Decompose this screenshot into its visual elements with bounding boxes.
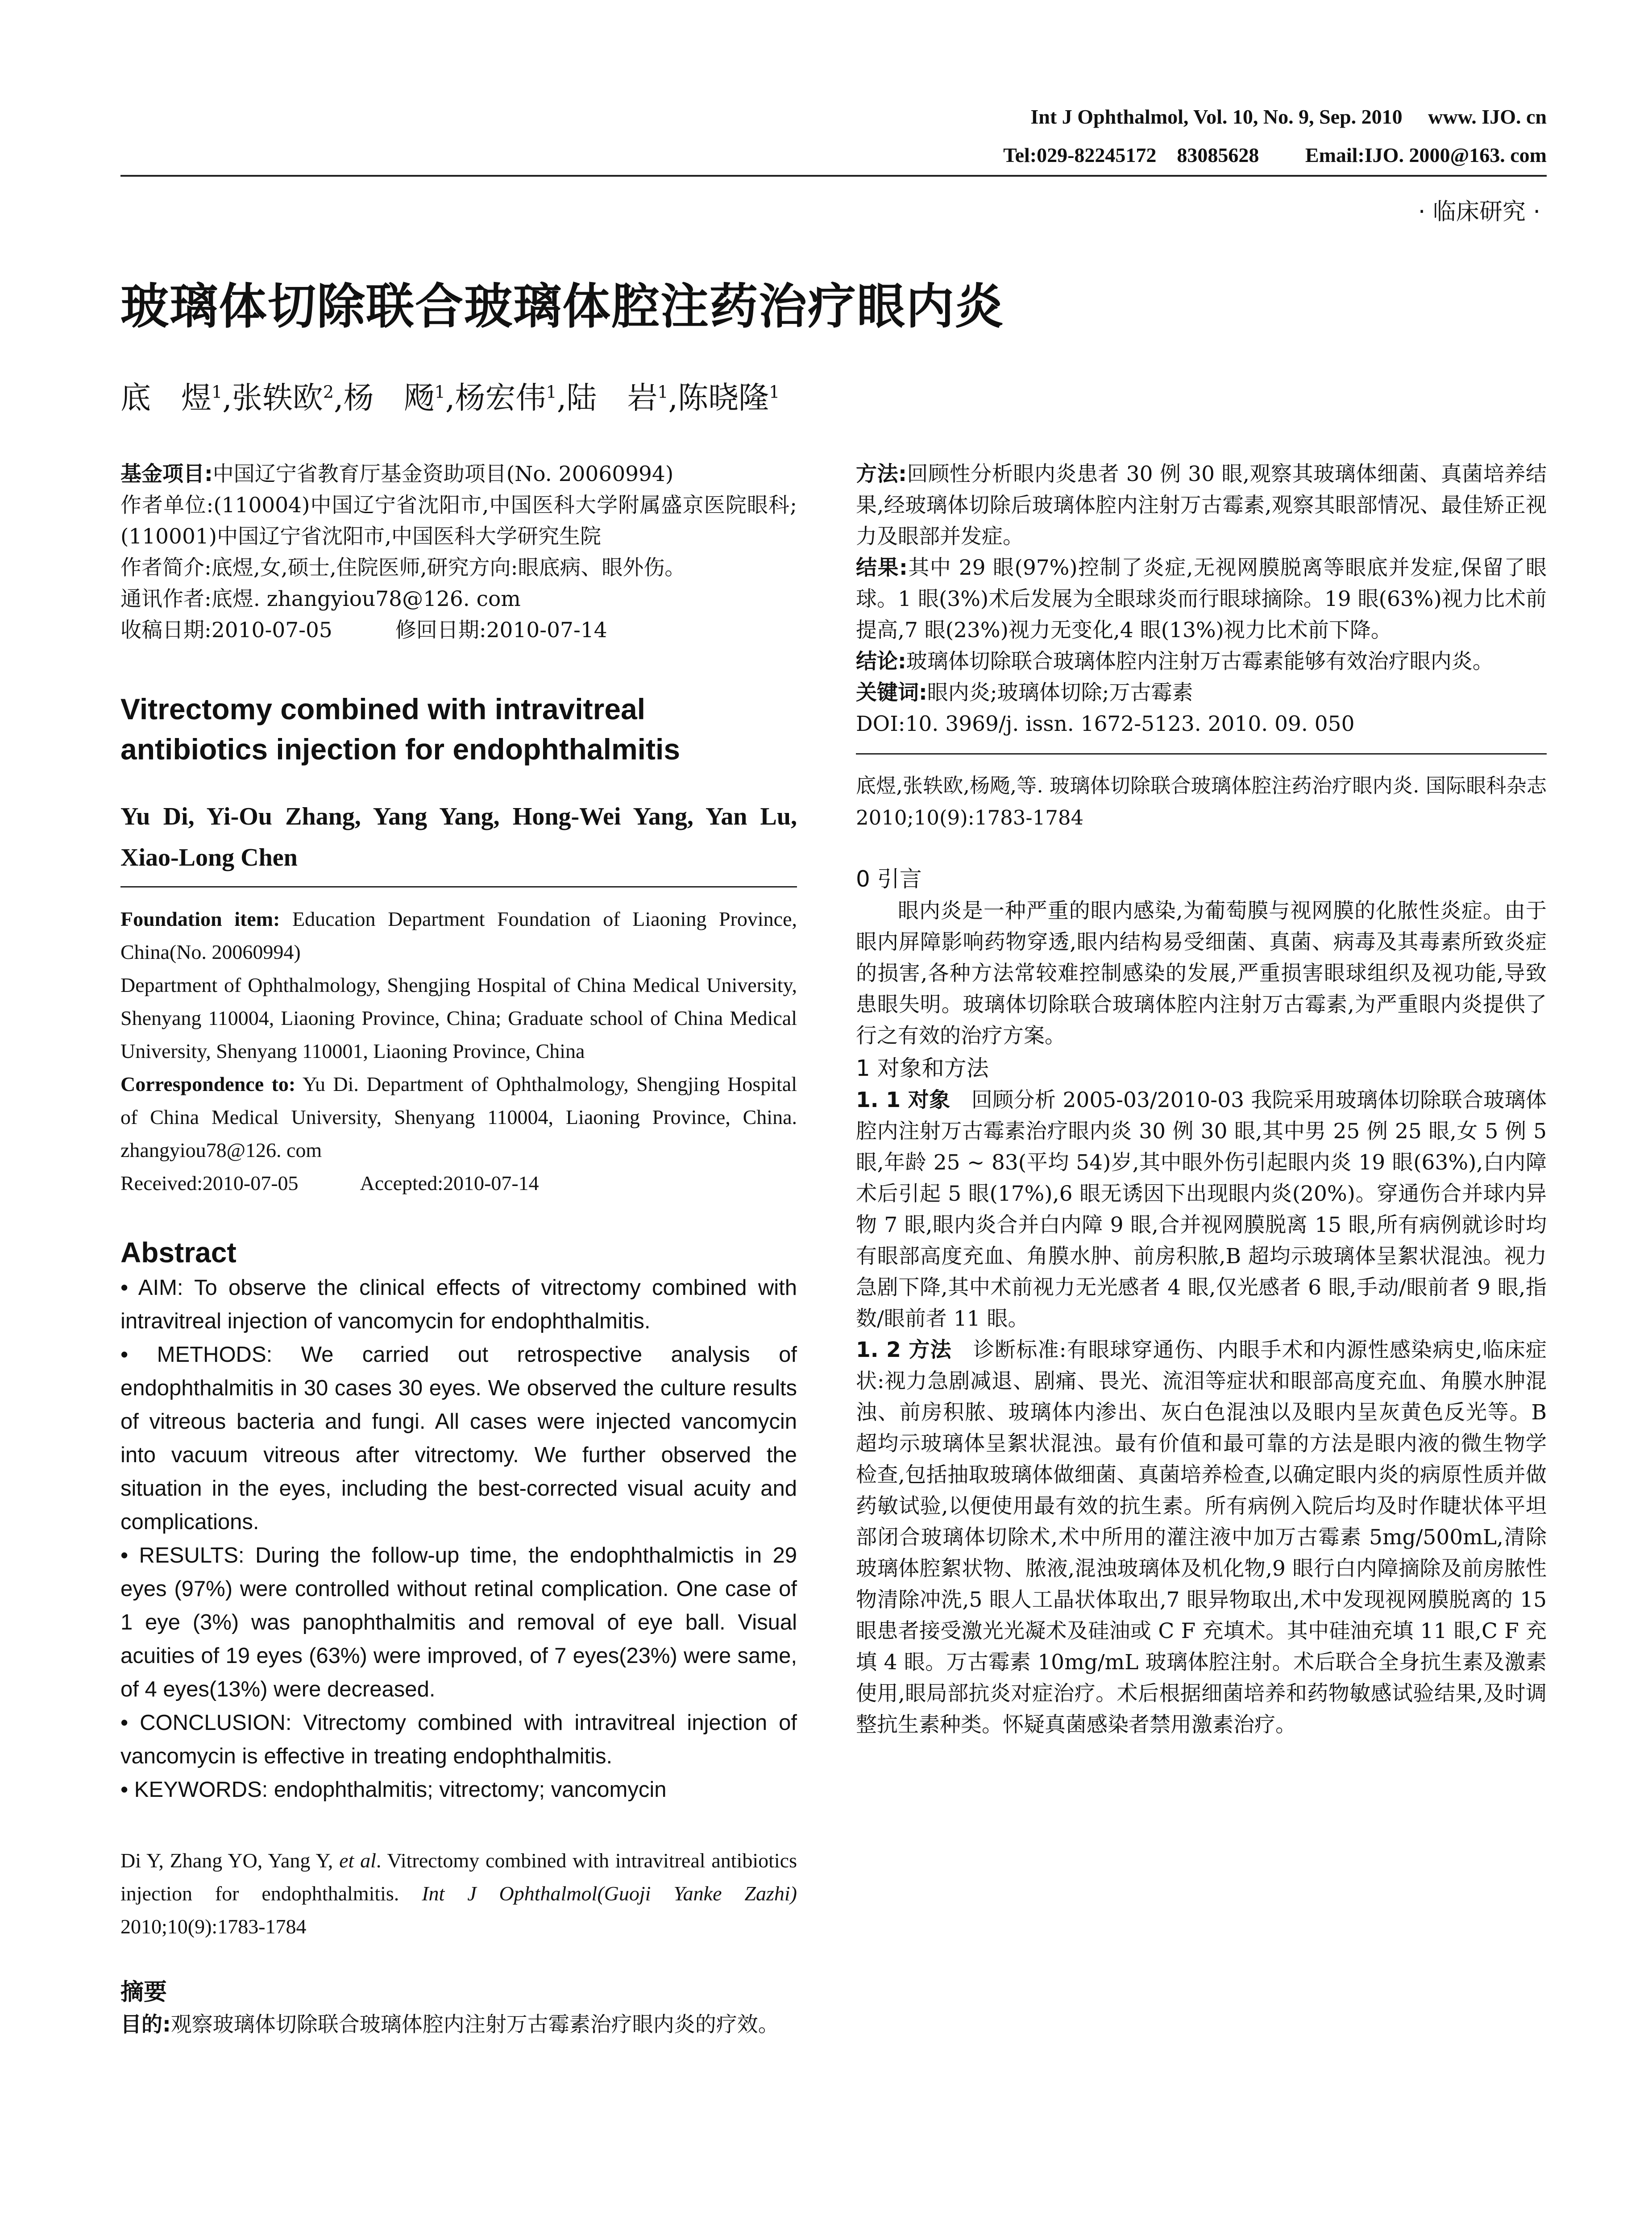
section-intro-heading: 0 引言 bbox=[856, 866, 922, 892]
doi-line: DOI:10. 3969/j. issn. 1672-5123. 2010. 09. 050 bbox=[856, 712, 1355, 736]
fund-line bbox=[120, 459, 797, 490]
right-column bbox=[856, 459, 1547, 1741]
section-methods-heading: 1 对象和方法 bbox=[856, 1055, 989, 1081]
correspondence-text: Yu Di. Department of Ophthalmology, Shengjing Hospital of China Medical University, Shenyang 110004, Liaoning Province, China. zhangyiou78@126. com bbox=[120, 1073, 797, 1161]
author-affil-mark: 1 bbox=[212, 382, 223, 402]
english-affiliation: Department of Ophthalmology, Shengjing Hospital of China Medical University, Shenyang 110004, Liaoning Province, China; Graduate school of China Medical University, Shenyang 110001, Liaoning Province, China bbox=[120, 974, 797, 1062]
abstract-conclusion: • CONCLUSION: Vitrectomy combined with intravitreal injection of vancomycin is effective in treating endophthalmitis. bbox=[120, 1711, 797, 1768]
chinese-abstract-body bbox=[856, 459, 1547, 740]
methods-text: 回顾性分析眼内炎患者 30 例 30 眼,观察其玻璃体细菌、真菌培养结果,经玻璃体切除后玻璃体腔内注射万古霉素,观察其眼部情况、最佳矫正视力及眼部并发症。 bbox=[856, 462, 1547, 549]
intro-text: 底煜,女,硕士,住院医师,研究方向:眼底病、眼外伤。 bbox=[211, 556, 686, 580]
english-title: Vitrectomy combined with intravitreal antibiotics injection for endophthalmitis bbox=[120, 693, 681, 766]
author-name: 杨 飏 bbox=[343, 381, 435, 416]
author-name: 底 煜 bbox=[120, 381, 212, 416]
fund-text: 中国辽宁省教育厅基金资助项目(No. 20060994) bbox=[212, 462, 674, 486]
author-name: 陈晓隆 bbox=[678, 381, 769, 416]
chinese-abstract-heading: 摘要 bbox=[120, 1979, 167, 2006]
zh-conclusion bbox=[856, 646, 1547, 677]
citation-journal: Int J Ophthalmol(Guoji Yanke Zazhi) bbox=[422, 1882, 797, 1905]
journal-header-line1: Int J Ophthalmol, Vol. 10, No. 9, Sep. 2010 www. IJO. cn bbox=[1030, 105, 1547, 128]
aim-label: 目的: bbox=[120, 2012, 171, 2037]
fund-label: 基金项目: bbox=[120, 462, 213, 486]
zh-keywords bbox=[856, 677, 1547, 709]
intro-paragraph: 眼内炎是一种严重的眼内感染,为葡萄膜与视网膜的化脓性炎症。由于眼内屏障影响药物穿透,眼内结构易受细菌、真菌、病毒及其毒素所致炎症的损害,各种方法常较难控制感染的发展,严重损害眼球组织及视功能,导致患眼失明。玻璃体切除联合玻璃体腔内注射万古霉素,为严重眼内炎提供了行之有效的治疗方案。 bbox=[856, 899, 1547, 1048]
english-citation bbox=[120, 1844, 797, 1943]
aim-text: 观察玻璃体切除联合玻璃体腔内注射万古霉素治疗眼内炎的疗效。 bbox=[170, 2012, 779, 2037]
citation-authors: Di Y, Zhang YO, Yang Y, bbox=[120, 1849, 340, 1872]
foundation-line bbox=[120, 903, 797, 969]
abstract-keywords: • KEYWORDS: endophthalmitis; vitrectomy; vancomycin bbox=[120, 1778, 667, 1802]
citation-volume: 2010;10(9):1783-1784 bbox=[120, 1915, 307, 1938]
subjects-label: 1. 1 对象 bbox=[856, 1088, 951, 1112]
author-affil-mark: 1 bbox=[434, 382, 445, 402]
zh-methods bbox=[856, 459, 1547, 552]
author-affil-mark: 1 bbox=[769, 382, 780, 402]
keywords-text: 眼内炎;玻璃体切除;万古霉素 bbox=[927, 680, 1193, 705]
methods-sub-text: 诊断标准:有眼球穿通伤、内眼手术和内源性感染病史,临床症状:视力急剧减退、剧痛、畏光、流泪等症状和眼部高度充血、角膜水肿混浊、前房积脓、玻璃体内渗出、灰白色混浊以及眼内呈灰黄色反光等。B 超均示玻璃体呈絮状混浊。最有价值和最可靠的方法是眼内液的微生物学检查,包括抽取玻璃体做细菌、真菌培养检查,以确定眼内炎的病原性质并做药敏试验,以便使用最有效的抗生素。所有病例入院后均及时作睫状体平坦部闭合玻璃体切除术,术中所用的灌注液中加万古霉素 5mg/500mL,清除玻璃体腔絮状物、脓液,混浊玻璃体及机化物,9 眼行白内障摘除及前房脓性物清除冲洗,5 眼人工晶状体取出,7 眼异物取出,术中发现视网膜脱离的 15 眼患者接受激光光凝术及硅油或 C F 充填术。其中硅油充填 11 眼,C F 充填 4 眼。万古霉素 10mg/mL 玻璃体腔注射。术后联合全身抗生素及激素使用,眼局部抗炎对症治疗。术后根据细菌培养和药物敏感试验结果,及时调整抗生素种类。怀疑真菌感染者禁用激素治疗。 bbox=[856, 1338, 1547, 1737]
section-tag: · 临床研究 · bbox=[1418, 199, 1540, 225]
conclusion-label: 结论: bbox=[856, 649, 906, 674]
citation-etal: et al bbox=[339, 1849, 376, 1872]
chinese-aim bbox=[120, 2009, 797, 2040]
subjects-paragraph bbox=[856, 1085, 1547, 1335]
corr-text: 底煜. zhangyiou78@126. com bbox=[211, 587, 521, 611]
abstract-aim: • AIM: To observe the clinical effects of vitrectomy combined with intravitreal injection of vancomycin for endophthalmitis. bbox=[120, 1276, 797, 1333]
corr-label: 通讯作者: bbox=[120, 587, 212, 611]
affil-line bbox=[120, 490, 797, 552]
english-front-matter bbox=[120, 903, 797, 1200]
left-column bbox=[120, 459, 797, 2040]
affil-text: (110004)中国辽宁省沈阳市,中国医科大学附属盛京医院眼科;(110001)中国辽宁省沈阳市,中国医科大学研究生院 bbox=[120, 493, 797, 549]
methods-label: 方法: bbox=[856, 462, 907, 486]
foundation-text: Education Department Foundation of Liaoning Province, China(No. 20060994) bbox=[120, 908, 797, 963]
dates-line: 收稿日期:2010-07-05 修回日期:2010-07-14 bbox=[120, 618, 607, 643]
methods-sub-label: 1. 2 方法 bbox=[856, 1338, 952, 1362]
abstract-results: • RESULTS: During the follow-up time, the endophthalmictis in 29 eyes (97%) were controlled without retinal complication. One case of 1 eye (3%) was panophthalmitis and removal of eye ball. Visual acuities of 19 eyes (63%) were improved, of 7 eyes(23%) were same, of 4 eyes(13%) were decreased. bbox=[120, 1543, 797, 1701]
abstract-body bbox=[120, 1271, 797, 1807]
zh-results bbox=[856, 552, 1547, 646]
doi-divider bbox=[856, 753, 1547, 755]
chinese-citation: 底煜,张轶欧,杨飏,等. 玻璃体切除联合玻璃体腔注药治疗眼内炎. 国际眼科杂志 2010;10(9):1783-1784 bbox=[856, 774, 1547, 829]
english-dates: Received:2010-07-05 Accepted:2010-07-14 bbox=[120, 1172, 539, 1194]
author-list: 底 煜$^1$,张轶欧$^2$,杨 飏$^1$,杨宏伟$^1$,陆 岩$^1$,陈晓隆$^1$ bbox=[120, 381, 780, 416]
keywords-label: 关键词: bbox=[856, 680, 927, 705]
affil-label: 作者单位: bbox=[120, 493, 214, 518]
journal-header-line2: Tel:029-82245172 83085628 Email:IJO. 2000@163. com bbox=[1003, 144, 1547, 166]
correspondence-label: Correspondence to: bbox=[120, 1073, 296, 1095]
conclusion-text: 玻璃体切除联合玻璃体腔内注射万古霉素能够有效治疗眼内炎。 bbox=[906, 649, 1494, 674]
author-name: 杨宏伟 bbox=[455, 381, 546, 416]
results-label: 结果: bbox=[856, 556, 908, 580]
correspondence-line bbox=[120, 1068, 797, 1167]
abstract-methods: • METHODS: We carried out retrospective analysis of endophthalmitis in 30 cases 30 eyes. We observed the culture results of vitreous bacteria and fungi. All cases were injected vancomycin into vacuum vitreous after vitrectomy. We further observed the situation in the eyes, including the best-corrected visual acuity and complications. bbox=[120, 1343, 797, 1534]
citation-title: . Vitrectomy combined with intravitreal antibiotics injection for endophthalmitis. bbox=[120, 1849, 797, 1905]
abstract-heading: Abstract bbox=[120, 1236, 237, 1269]
english-authors: Yu Di, Yi-Ou Zhang, Yang Yang, Hong-Wei Yang, Yan Lu, Xiao-Long Chen bbox=[120, 803, 797, 871]
methods-paragraph bbox=[856, 1335, 1547, 1741]
author-divider bbox=[120, 886, 797, 887]
results-text: 其中 29 眼(97%)控制了炎症,无视网膜脱离等眼底并发症,保留了眼球。1 眼(3%)术后发展为全眼球炎而行眼球摘除。19 眼(63%)视力比术前提高,7 眼(23%)视力无变化,4 眼(13%)视力比术前下降。 bbox=[856, 556, 1547, 643]
foundation-label: Foundation item: bbox=[120, 908, 280, 930]
subjects-text: 回顾分析 2005-03/2010-03 我院采用玻璃体切除联合玻璃体腔内注射万古霉素治疗眼内炎 30 例 30 眼,其中男 25 例 25 眼,女 5 例 5 眼,年龄 25 ~ 83(平均 54)岁,其中眼外伤引起眼内炎 19 眼(63%),白内障术后引起 5 眼(17%),6 眼无诱因下出现眼内炎(20%)。穿通伤合并球内异物 7 眼,眼内炎合并白内障 9 眼,合并视网膜脱离 15 眼,所有病例就诊时均有眼部高度充血、角膜水肿、前房积脓,B 超均示玻璃体呈絮状混浊。视力急剧下降,其中术前视力无光感者 4 眼,仅光感者 6 眼,手动/眼前者 9 眼,指数/眼前者 11 眼。 bbox=[856, 1088, 1547, 1331]
author-name: 陆 岩 bbox=[566, 381, 658, 416]
intro-line bbox=[120, 552, 797, 584]
author-name: 张轶欧 bbox=[232, 381, 323, 416]
chinese-front-matter bbox=[120, 459, 797, 646]
article-title: 玻璃体切除联合玻璃体腔注药治疗眼内炎 bbox=[120, 279, 1004, 335]
corr-line bbox=[120, 584, 797, 615]
author-affil-mark: 1 bbox=[657, 382, 668, 402]
author-affil-mark: 2 bbox=[323, 382, 334, 402]
author-affil-mark: 1 bbox=[546, 382, 557, 402]
header-rule bbox=[120, 175, 1547, 177]
intro-label: 作者简介: bbox=[120, 556, 212, 580]
